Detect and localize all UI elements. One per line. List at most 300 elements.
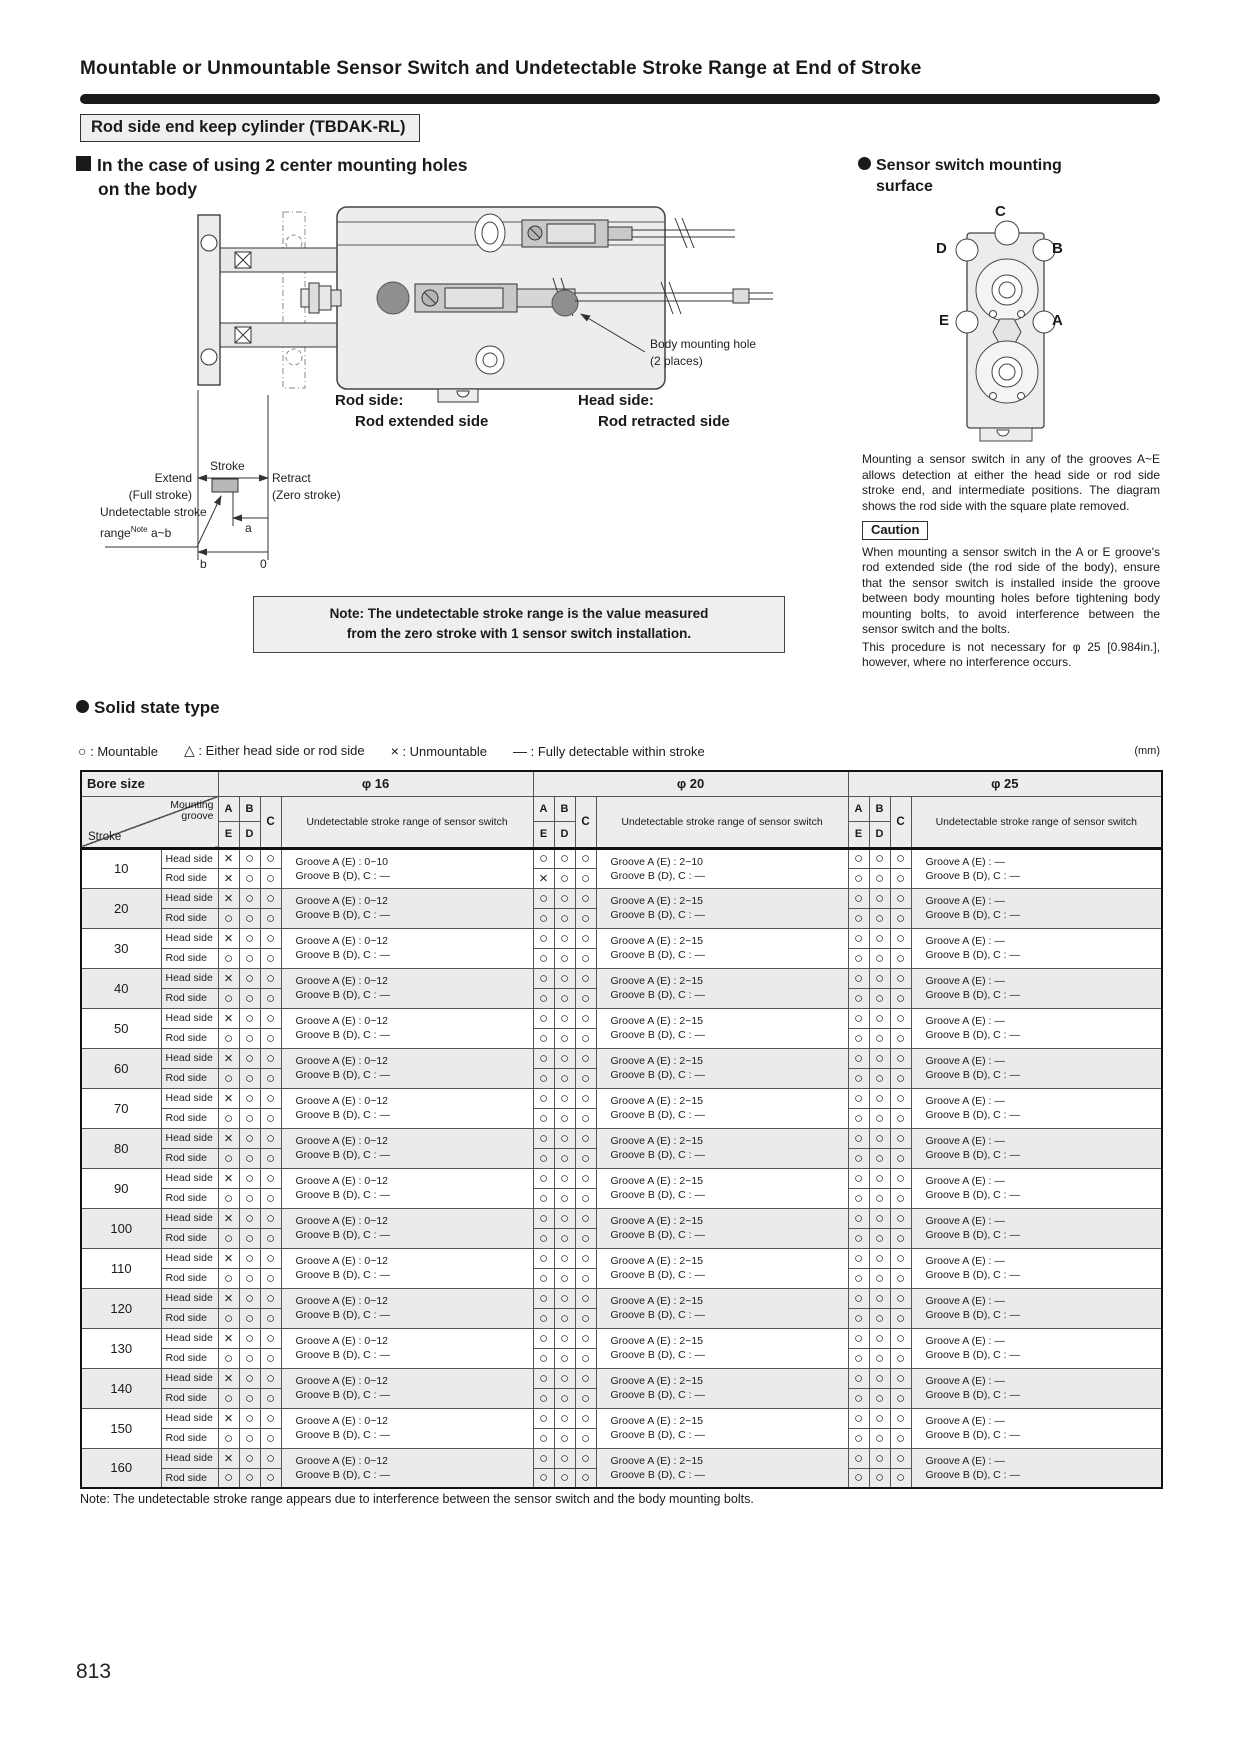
range-line2: Groove B (D), C : — [610,1189,706,1201]
mountability-symbol: ○ [260,928,281,948]
range-line2: Groove B (D), C : — [610,1389,706,1401]
mountability-symbol: ○ [869,1028,890,1048]
undetectable-range-text [596,1328,848,1368]
rod-side-row-label: Rod side [161,1268,218,1288]
range-line1: Groove A (E) : 2~15 [610,1295,704,1307]
mountability-symbol: ○ [239,1168,260,1188]
mountability-symbol: ○ [239,1248,260,1268]
mountability-symbol: ○ [260,1348,281,1368]
mountability-symbol: ○ [218,1348,239,1368]
undetectable-range-text [596,1248,848,1288]
mountability-symbol: ○ [848,1288,869,1308]
mountability-symbol: ○ [260,1368,281,1388]
mountability-symbol: ○ [575,928,596,948]
range-line2: Groove B (D), C : — [610,1229,706,1241]
mountability-symbol: ○ [260,1468,281,1488]
undetectable-range-text [281,968,533,1008]
mountability-symbol: ○ [533,1228,554,1248]
mountability-symbol: ○ [848,1108,869,1128]
mountability-symbol: ○ [239,1308,260,1328]
mountability-symbol: ○ [890,1248,911,1268]
range-line2: Groove B (D), C : — [295,1389,391,1401]
groove-c-header: C [260,796,281,848]
mountability-symbol: ○ [575,1288,596,1308]
range-line1: Groove A (E) : — [925,1055,1005,1067]
mountability-symbol: ○ [533,1128,554,1148]
rod-side-row-label: Rod side [161,988,218,1008]
mountability-symbol: ○ [848,908,869,928]
table-row-head-side [81,848,1162,868]
mountability-symbol: ○ [260,848,281,868]
mountability-symbol: ○ [890,848,911,868]
mountability-symbol: ○ [554,1448,575,1468]
mountability-symbol: ○ [260,1308,281,1328]
range-line1: Groove A (E) : 2~15 [610,1135,704,1147]
mountability-symbol: ○ [260,948,281,968]
rod-side-row-label: Rod side [161,1348,218,1368]
mountability-symbol: ○ [554,1188,575,1208]
undetectable-range-text [281,1008,533,1048]
stroke-label: Stroke [88,830,122,843]
mountability-symbol: ○ [260,888,281,908]
undetectable-range-text [281,1288,533,1328]
mountability-symbol: ○ [260,968,281,988]
bore-25-header: φ 25 [848,771,1162,796]
rod-side-label: Rod side: Rod extended side [335,392,489,430]
mountability-symbol: ○ [890,988,911,1008]
mountability-symbol: ○ [575,1168,596,1188]
mountability-symbol: ○ [848,1268,869,1288]
range-line2: Groove B (D), C : — [295,1229,391,1241]
mountability-symbol: ○ [869,1368,890,1388]
mountability-symbol: ○ [533,948,554,968]
mountability-symbol: × [218,1168,239,1188]
groove-bd-header: B D [554,796,575,848]
mountability-symbol: ○ [869,1208,890,1228]
mountability-symbol: ○ [848,1248,869,1268]
head-side-row-label: Head side [161,1088,218,1108]
mountability-symbol: ○ [869,1268,890,1288]
mountability-symbol: ○ [575,948,596,968]
range-line1: Groove A (E) : — [925,1175,1005,1187]
range-line1: Groove A (E) : 2~15 [610,1175,704,1187]
mountability-symbol: ○ [890,1448,911,1468]
head-side-row-label: Head side [161,968,218,988]
range-line1: Groove A (E) : 2~15 [610,1055,704,1067]
head-side-row-label: Head side [161,1208,218,1228]
mountability-symbol: ○ [848,1448,869,1468]
mountability-symbol: ○ [848,1348,869,1368]
mountability-symbol: × [218,1248,239,1268]
mountability-symbol: ○ [869,968,890,988]
stroke-value: 150 [81,1408,161,1448]
mountability-symbol: ○ [848,1468,869,1488]
mountability-symbol: ○ [218,1388,239,1408]
mountability-symbol: × [218,928,239,948]
table-row-head-side [81,1448,1162,1468]
mountability-symbol: ○ [554,1468,575,1488]
stroke-value: 40 [81,968,161,1008]
mountability-symbol: ○ [890,1408,911,1428]
mountability-symbol: ○ [890,1468,911,1488]
mountability-symbol: ○ [575,1388,596,1408]
range-line2: Groove B (D), C : — [295,909,391,921]
mountability-symbol: × [218,968,239,988]
stroke-value: 160 [81,1448,161,1488]
mountability-symbol: ○ [890,1028,911,1048]
range-line1: Groove A (E) : — [925,935,1005,947]
mountability-symbol: ○ [869,848,890,868]
mountability-symbol: ○ [554,1028,575,1048]
range-line1: Groove A (E) : — [925,1454,1005,1467]
mountability-symbol: ○ [533,1048,554,1068]
mountability-symbol: ○ [890,888,911,908]
range-line1: Groove A (E) : — [925,1215,1005,1227]
mountability-symbol: ○ [575,1428,596,1448]
mountability-symbol: ○ [239,1108,260,1128]
mountability-symbol: ○ [890,868,911,888]
mountability-symbol: ○ [533,1288,554,1308]
mountability-symbol: ○ [533,1268,554,1288]
mountability-symbol: × [218,1048,239,1068]
mountability-symbol: ○ [260,1288,281,1308]
mountability-symbol: ○ [218,948,239,968]
legend-fully-detectable: — : Fully detectable within stroke [513,743,705,759]
undetectable-range-text [281,1168,533,1208]
mountability-symbol: ○ [533,1028,554,1048]
mountability-symbol: ○ [575,1068,596,1088]
mountability-symbol: × [218,888,239,908]
mountability-symbol: ○ [869,1108,890,1128]
undetectable-range-text [596,848,848,888]
mountability-symbol: ○ [554,1348,575,1368]
head-side-row-label: Head side [161,1408,218,1428]
mountability-symbol: × [218,1448,239,1468]
mountability-symbol: ○ [848,1168,869,1188]
range-line2: Groove B (D), C : — [295,1429,391,1441]
dim-b-label: b [200,557,207,571]
range-line2: Groove B (D), C : — [610,1349,706,1361]
mountability-symbol: ○ [260,1428,281,1448]
mountability-symbol: ○ [869,1128,890,1148]
unit-label: (mm) [1134,744,1160,757]
mountability-symbol: ○ [554,1288,575,1308]
solid-state-heading: Solid state type [76,698,220,718]
range-line2: Groove B (D), C : — [610,1069,706,1081]
groove-ae-header: A E [218,796,239,848]
mountability-symbol: ○ [869,1328,890,1348]
mountability-symbol: × [218,1088,239,1108]
mountability-symbol: ○ [239,1148,260,1168]
mountability-symbol: ○ [218,1468,239,1488]
mountability-symbol: ○ [218,1428,239,1448]
undetectable-range-text [911,1048,1162,1088]
undetectable-range-text [281,1448,533,1488]
undetectable-range-text [281,928,533,968]
mountability-symbol: ○ [890,1228,911,1248]
undetectable-range-text [911,1248,1162,1288]
range-line1: Groove A (E) : — [925,855,1005,868]
undetectable-range-text [596,1208,848,1248]
range-line1: Groove A (E) : 0~12 [295,1335,389,1347]
mountability-symbol: ○ [575,1028,596,1048]
mountability-symbol: ○ [239,928,260,948]
mountability-symbol: ○ [218,988,239,1008]
range-line1: Groove A (E) : 2~15 [610,895,704,907]
range-line1: Groove A (E) : — [925,1015,1005,1027]
mountability-symbol: ○ [533,1208,554,1228]
mountability-symbol: ○ [848,1428,869,1448]
mountability-symbol: × [218,1408,239,1428]
stroke-value: 120 [81,1288,161,1328]
mountability-symbol: ○ [533,928,554,948]
head-side-label: Head side: Rod retracted side [578,392,730,430]
range-line2: Groove B (D), C : — [925,949,1021,961]
range-line2: Groove B (D), C : — [295,1189,391,1201]
mountability-symbol: × [218,1008,239,1028]
undetectable-range-text [911,1368,1162,1408]
mountability-symbol: ○ [260,1188,281,1208]
mountability-symbol: ○ [848,1008,869,1028]
circle-bullet-icon [858,157,871,170]
mountability-symbol: ○ [554,1408,575,1428]
undetectable-range-text [596,888,848,928]
mountability-symbol: ○ [533,888,554,908]
range-line1: Groove A (E) : 0~12 [295,1415,389,1427]
mountability-symbol: ○ [869,928,890,948]
undetectable-range-text [281,1328,533,1368]
mountability-symbol: ○ [260,1168,281,1188]
mountability-symbol: ○ [554,1428,575,1448]
range-line1: Groove A (E) : — [925,975,1005,987]
table-row-head-side [81,1248,1162,1268]
range-line2: Groove B (D), C : — [610,1149,706,1161]
head-side-row-label: Head side [161,1368,218,1388]
mountability-symbol: ○ [575,1208,596,1228]
range-line2: Groove B (D), C : — [925,1229,1021,1241]
mountability-symbol: ○ [869,888,890,908]
mountability-symbol: ○ [890,1048,911,1068]
body-mounting-hole-label: Body mounting hole (2 places) [650,337,757,368]
mountability-symbol: ○ [575,1268,596,1288]
heading-line1: In the case of using 2 center mounting holes [97,155,468,175]
rod-side-row-label: Rod side [161,1308,218,1328]
range-line2: Groove B (D), C : — [295,1069,391,1081]
head-side-row-label: Head side [161,1008,218,1028]
mountability-symbol: ○ [239,1088,260,1108]
range-line2: Groove B (D), C : — [610,1269,706,1281]
mountability-symbol: ○ [533,1328,554,1348]
mountability-symbol: ○ [260,1048,281,1068]
range-line2: Groove B (D), C : — [925,869,1021,882]
mountability-symbol: ○ [554,968,575,988]
mountability-symbol: ○ [260,1268,281,1288]
range-line1: Groove A (E) : 0~12 [295,935,389,947]
undetectable-range-text [911,1448,1162,1488]
undetectable-range-text [911,1088,1162,1128]
mountability-symbol: ○ [239,848,260,868]
range-line1: Groove A (E) : 2~15 [610,1015,704,1027]
caution-paragraph-2: This procedure is not necessary for φ 25 [0.984in.], however, where no interference occurs. [862,639,1160,669]
mountability-symbol: ○ [869,1408,890,1428]
mountability-symbol: ○ [554,988,575,1008]
mountability-symbol: ○ [848,1208,869,1228]
range-line2: Groove B (D), C : — [295,989,391,1001]
product-name-box: Rod side end keep cylinder (TBDAK-RL) [80,114,420,142]
range-line1: Groove A (E) : 2~15 [610,1095,704,1107]
bore-size-header: Bore size [81,771,218,796]
range-line1: Groove A (E) : 2~15 [610,1215,704,1227]
table-row-head-side [81,1088,1162,1108]
mountability-symbol: ○ [575,1308,596,1328]
mountability-symbol: ○ [554,888,575,908]
caution-badge: Caution [862,521,928,540]
mountability-symbol: ○ [239,1268,260,1288]
mountability-symbol: ○ [218,908,239,928]
mountability-symbol: ○ [575,1328,596,1348]
undetectable-range-text [281,1048,533,1088]
mountability-symbol: ○ [575,1448,596,1468]
mountability-symbol: ○ [239,1228,260,1248]
range-line1: Groove A (E) : — [925,1095,1005,1107]
mountability-symbol: ○ [869,1448,890,1468]
mountability-symbol: ○ [869,1388,890,1408]
mountability-symbol: ○ [890,928,911,948]
mountability-symbol: ○ [218,1188,239,1208]
undetectable-range-text [911,1008,1162,1048]
mountability-symbol: ○ [869,1168,890,1188]
range-line1: Groove A (E) : 2~15 [610,975,704,987]
undetectable-range-text [596,1168,848,1208]
mountability-symbol: ○ [869,1248,890,1268]
stroke-value: 90 [81,1168,161,1208]
mountability-symbol: ○ [869,948,890,968]
stroke-value: 70 [81,1088,161,1128]
caution-paragraph: When mounting a sensor switch in the A or E groove's rod extended side (the rod side of the body), ensure that the sensor switch is installed inside the groove between body mounting holes before tightening body mounting bolts, to avoid interference between the sensor switch and the bolts. [862,544,1160,636]
mountability-symbol: ○ [260,1068,281,1088]
mountability-symbol: × [218,1288,239,1308]
range-line1: Groove A (E) : — [925,1375,1005,1387]
mountability-symbol: ○ [890,948,911,968]
range-line1: Groove A (E) : — [925,1295,1005,1307]
mountability-symbol: ○ [260,1208,281,1228]
mountability-symbol: ○ [533,1448,554,1468]
mountability-symbol: ○ [848,888,869,908]
range-header-16: Undetectable stroke range of sensor switch [281,796,533,848]
mountability-symbol: ○ [218,1268,239,1288]
square-bullet-icon [76,156,91,171]
mounting-explanation [862,452,1160,673]
mountability-symbol: ○ [554,948,575,968]
legend-unmountable: × : Unmountable [391,743,487,759]
mountability-symbol: ○ [575,988,596,1008]
mountability-symbol: ○ [218,1228,239,1248]
undetectable-range-text [281,1088,533,1128]
mountability-symbol: ○ [218,1068,239,1088]
undetectable-range-text [911,1208,1162,1248]
legend-mountable: ○ : Mountable [78,743,158,759]
mountability-symbol: × [218,868,239,888]
section-heading-sensor-surface [858,155,1062,197]
undetectable-range-text [596,1128,848,1168]
mountability-symbol: × [218,1128,239,1148]
head-side-row-label: Head side [161,848,218,868]
mountability-symbol: ○ [533,968,554,988]
mountability-symbol: ○ [575,1048,596,1068]
range-line1: Groove A (E) : 0~12 [295,1095,389,1107]
heading-line2: on the body [98,179,198,199]
range-line2: Groove B (D), C : — [925,1429,1021,1441]
stroke-value: 10 [81,848,161,888]
table-row-head-side [81,968,1162,988]
mountability-symbol: ○ [533,1368,554,1388]
mountability-symbol: ○ [239,1068,260,1088]
mountability-symbol: ○ [848,1368,869,1388]
mountability-symbol: ○ [575,1348,596,1368]
mountability-symbol: ○ [554,848,575,868]
mountability-symbol: ○ [575,908,596,928]
symbol-legend [78,742,1160,759]
range-line1: Groove A (E) : — [925,1255,1005,1267]
range-line2: Groove B (D), C : — [295,1269,391,1281]
mountability-symbol: ○ [890,968,911,988]
table-row-head-side [81,1408,1162,1428]
range-line1: Groove A (E) : — [925,1415,1005,1427]
groove-bd-header: B D [869,796,890,848]
mountability-symbol: ○ [554,1148,575,1168]
rod-side-row-label: Rod side [161,1388,218,1408]
mountability-symbol: ○ [533,1248,554,1268]
mountability-symbol: ○ [533,1148,554,1168]
table-row-head-side [81,1048,1162,1068]
mountability-symbol: ○ [533,1408,554,1428]
mountability-symbol: ○ [260,1108,281,1128]
heading-line2: surface [876,178,933,195]
stroke-value: 30 [81,928,161,968]
stroke-value: 80 [81,1128,161,1168]
rod-side-row-label: Rod side [161,868,218,888]
stroke-value: 130 [81,1328,161,1368]
rod-side-row-label: Rod side [161,1228,218,1248]
bore-16-header: φ 16 [218,771,533,796]
rod-side-row-label: Rod side [161,1428,218,1448]
undetectable-range-text [911,1328,1162,1368]
range-line1: Groove A (E) : 0~12 [295,1175,389,1187]
mountability-symbol: × [218,1328,239,1348]
range-line2: Groove B (D), C : — [610,869,706,882]
stroke-value: 60 [81,1048,161,1088]
range-line2: Groove B (D), C : — [610,1468,706,1481]
mountability-symbol: ○ [239,948,260,968]
mountability-symbol: ○ [848,1048,869,1068]
undetectable-range-label: Undetectable stroke range$^{Note}$ a~b [100,505,207,540]
range-line2: Groove B (D), C : — [295,1029,391,1041]
range-line1: Groove A (E) : 2~15 [610,1335,704,1347]
range-line2: Groove B (D), C : — [925,1189,1021,1201]
dim-a-label: a [245,521,252,535]
mountability-symbol: ○ [575,1008,596,1028]
range-line1: Groove A (E) : 0~12 [295,1015,389,1027]
mountability-symbol: ○ [890,1328,911,1348]
undetectable-range-text [281,848,533,888]
mountability-symbol: ○ [848,1308,869,1328]
mountability-symbol: ○ [239,1428,260,1448]
mountability-symbol: ○ [554,1048,575,1068]
undetectable-range-text [596,1008,848,1048]
mountability-symbol: ○ [260,1248,281,1268]
head-side-row-label: Head side [161,888,218,908]
mountability-symbol: ○ [575,1188,596,1208]
